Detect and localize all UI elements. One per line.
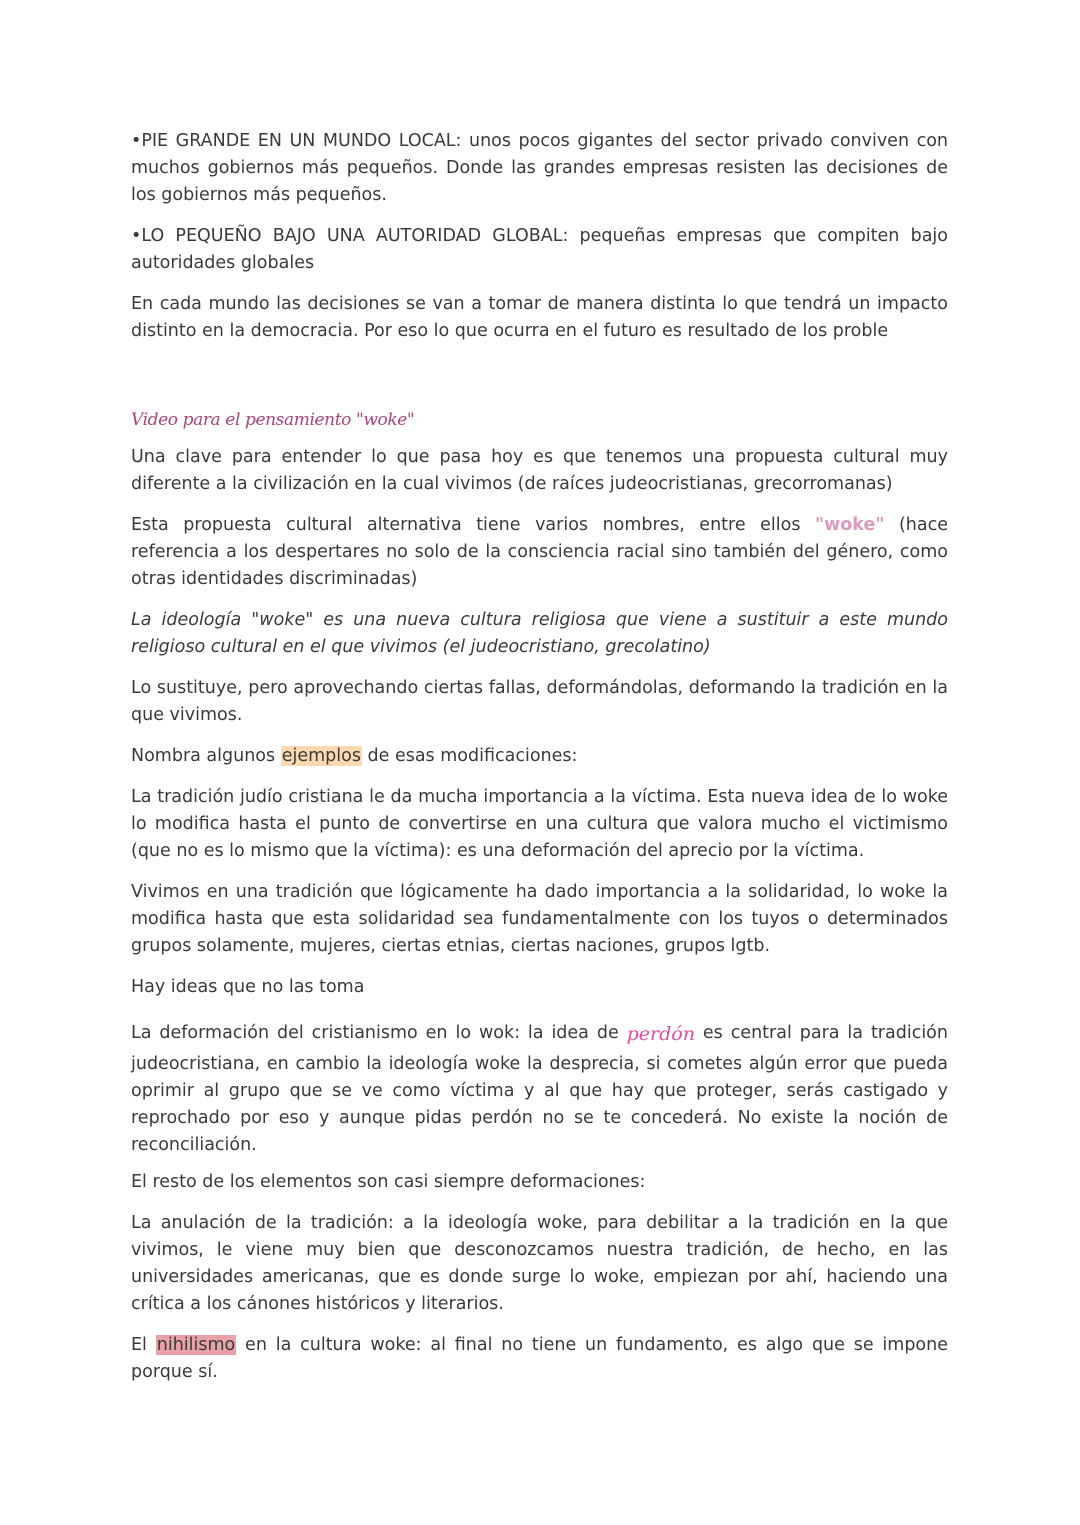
item-text: unos pocos gigantes del sector privado conviven con muchos gobiernos más pequeños. Donde las grandes empresas resisten las decisiones de los gobiernos más pequeños. <box>131 131 949 205</box>
text-run: El <box>131 1335 156 1355</box>
text-run: (hace referencia a los despertares no solo de la consciencia racial sino también del género, como otras identidades discriminadas) <box>131 515 949 589</box>
paragraph-resto: El resto de los elementos son casi siempre deformaciones: <box>131 1172 646 1192</box>
paragraph-propuesta <box>131 512 948 593</box>
text-run: de esas modificaciones: <box>361 746 578 766</box>
text-run: en la cultura woke: al final no tiene un fundamento, es algo que se impone porque sí. <box>131 1335 948 1382</box>
paragraph-solidaridad: Vivimos en una tradición que lógicamente ha dado importancia a la solidaridad, lo woke la modifica hasta que esta solidaridad sea fundamentalmente con los tuyos o determinados grupos solamente, mujeres, ciertas etnias, ciertas naciones, grupos lgtb. <box>131 882 948 956</box>
document-body <box>131 128 948 1400</box>
section-gap <box>131 359 948 407</box>
item-text: pequeñas empresas que compiten bajo autoridades globales <box>131 226 948 273</box>
highlight-nihilismo: nihilismo <box>156 1335 236 1355</box>
item-label: •LO PEQUEÑO BAJO UNA AUTORIDAD GLOBAL: <box>131 226 569 246</box>
paragraph-victima: La tradición judío cristiana le da mucha importancia a la víctima. Esta nueva idea de lo woke lo modifica hasta el punto de convertirse en una cultura que valora mucho el victimismo (que no es lo mismo que la víctima): es una deformación del aprecio por la víctima. <box>131 787 948 861</box>
highlight-ejemplos: ejemplos <box>281 746 361 766</box>
paragraph-nihilismo <box>131 1332 948 1386</box>
paragraph-ideas: Hay ideas que no las toma <box>131 977 365 997</box>
paragraph-ideologia: La ideología "woke" es una nueva cultura religiosa que viene a sustituir a este mundo religioso cultural en el que vivimos (el judeocristiano, grecolatino) <box>131 610 948 657</box>
paragraph-clave: Una clave para entender lo que pasa hoy es que tenemos una propuesta cultural muy diferente a la civilización en la cual vivimos (de raíces judeocristianas, grecorromanas) <box>131 447 948 494</box>
paragraph-perdon <box>131 1015 948 1159</box>
section-heading: Video para el pensamiento "woke" <box>131 410 415 430</box>
paragraph-ejemplos <box>131 743 948 770</box>
paragraph-lo-pequeno <box>131 223 948 277</box>
paragraph-pie-grande <box>131 128 948 209</box>
text-run: Esta propuesta cultural alternativa tiene varios nombres, entre ellos <box>131 515 815 535</box>
text-run: es central para la tradición judeocristiana, en cambio la ideología woke la desprecia, si cometes algún error que pueda oprimir al grupo que se ve como víctima y al que hay que proteger, serás castigado y reprochado por eso y aunque pidas perdón no se te concederá. No existe la noción de reconciliación. <box>131 1023 948 1155</box>
woke-emphasis: "woke" <box>814 515 885 535</box>
paragraph-anulacion: La anulación de la tradición: a la ideología woke, para debilitar a la tradición en la que vivimos, le viene muy bien que desconozcamos nuestra tradición, de hecho, en las universidades americanas, que es donde surge lo woke, empiezan por ahí, haciendo una crítica a los cánones históricos y literarios. <box>131 1213 948 1314</box>
handwritten-perdon: perdón <box>626 1023 695 1045</box>
text-run: La deformación del cristianismo en lo wok: la idea de <box>131 1023 627 1043</box>
paragraph-sustituye: Lo sustituye, pero aprovechando ciertas fallas, deformándolas, deformando la tradición en la que vivimos. <box>131 678 948 725</box>
item-label: •PIE GRANDE EN UN MUNDO LOCAL: <box>131 131 462 151</box>
text-run: Nombra algunos <box>131 746 281 766</box>
paragraph-cada-mundo: En cada mundo las decisiones se van a tomar de manera distinta lo que tendrá un impacto distinto en la democracia. Por eso lo que ocurra en el futuro es resultado de los proble <box>131 294 948 341</box>
